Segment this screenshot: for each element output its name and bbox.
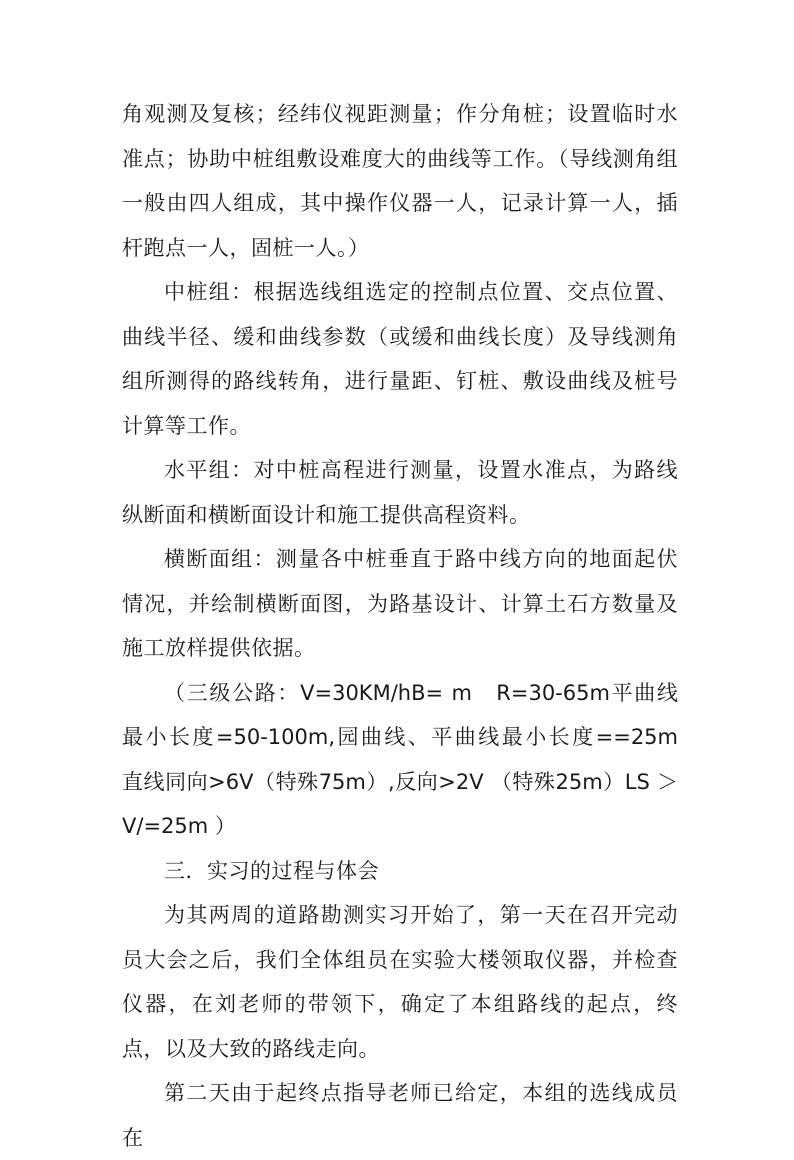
paragraph-day-one: 为其两周的道路勘测实习开始了，第一天在召开完动员大会之后，我们全体组员在实验大楼领取仪器，并检查仪器，在刘老师的带领下，确定了本组路线的起点，终点，以及大致的路线走向。 — [122, 903, 678, 1061]
paragraph-center-stake-group: 中桩组：根据选线组选定的控制点位置、交点位置、曲线半径、缓和曲线参数（或缓和曲线长度）及导线测角组所测得的路线转角，进行量距、钉桩、敷设曲线及桩号计算等工作。 — [122, 280, 678, 438]
paragraph-cross-section-group: 横断面组：测量各中桩垂直于路中线方向的地面起伏情况，并绘制横断面图，为路基设计、计算土石方数量及施工放样提供依据。 — [122, 547, 678, 660]
paragraph-day-two: 第二天由于起终点指导老师已给定，本组的选线成员在 — [122, 1081, 678, 1150]
document-body — [122, 92, 699, 1160]
paragraph-road-standards: （三级公路：V=30KM/hB= m R=30-65m平曲线最小长度=50-100m,园曲线、平曲线最小长度==25m 直线同向>6V（特殊75m）,反向>2V （特殊25m）LS ＞ V/=25m ） — [122, 680, 699, 838]
paragraph-level-group: 水平组：对中桩高程进行测量，设置水准点，为路线纵断面和横断面设计和施工提供高程资料。 — [122, 458, 678, 527]
paragraph-survey-angle-group: 角观测及复核；经纬仪视距测量；作分角桩；设置临时水准点；协助中桩组敷设难度大的曲线等工作。（导线测角组一般由四人组成，其中操作仪器一人，记录计算一人，插杆跑点一人，固桩一人。） — [122, 102, 678, 260]
section-heading-process: 三．实习的过程与体会 — [164, 858, 379, 883]
